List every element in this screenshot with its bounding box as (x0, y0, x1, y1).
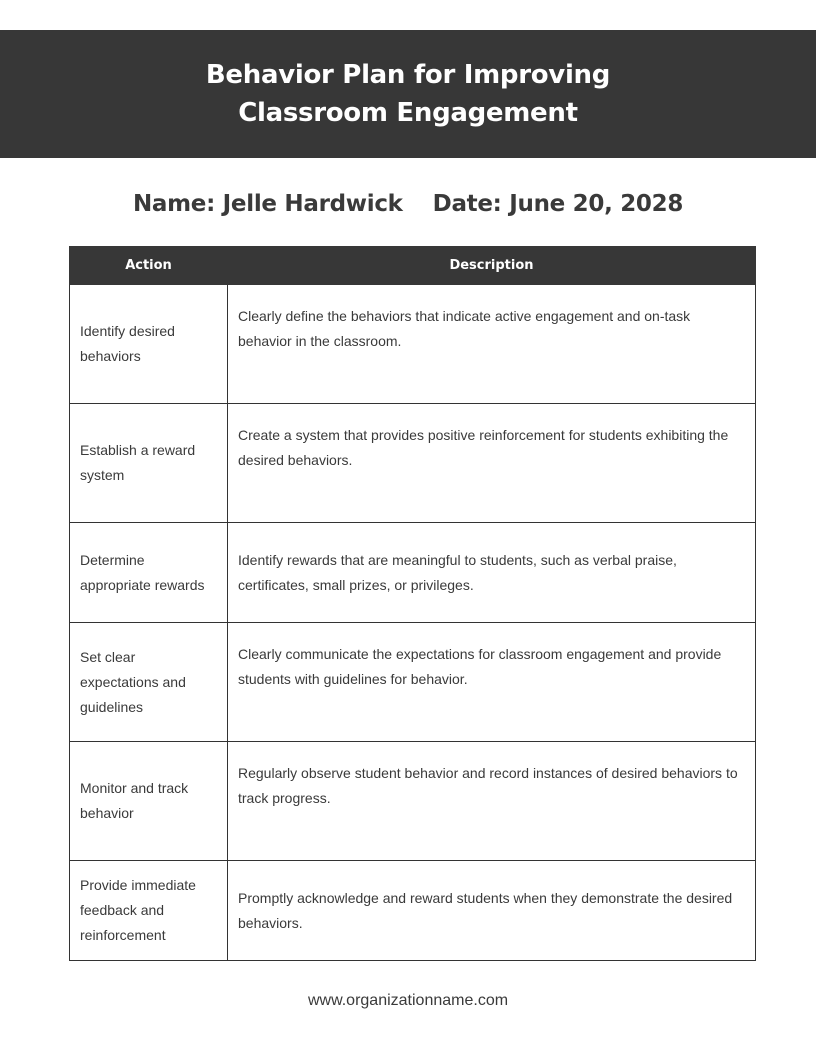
student-name: Name: Jelle Hardwick (132, 191, 403, 217)
table-row (70, 404, 756, 523)
page-title (206, 56, 610, 132)
action-cell: Identify desired behaviors (70, 285, 228, 404)
table-row (70, 742, 756, 861)
description-cell: Clearly define the behaviors that indicate active engagement and on-task behavior in the classroom. (228, 285, 756, 404)
description-cell: Identify rewards that are meaningful to students, such as verbal praise, certificates, small prizes, or privileges. (228, 523, 756, 623)
table-header-row (70, 247, 756, 285)
description-cell: Clearly communicate the expectations for classroom engagement and provide students with guidelines for behavior. (228, 623, 756, 742)
action-cell: Monitor and track behavior (70, 742, 228, 861)
column-header-action: Action (70, 247, 228, 285)
plan-date: Date: June 20, 2028 (432, 191, 684, 217)
action-cell: Determine appropriate rewards (70, 523, 228, 623)
table-row (70, 861, 756, 961)
meta-row (0, 186, 816, 222)
behavior-plan-table (69, 246, 756, 961)
header-band (0, 30, 816, 158)
table-row (70, 285, 756, 404)
page-title-line-1: Behavior Plan for Improving (205, 60, 611, 90)
table-row (70, 623, 756, 742)
action-cell: Provide immediate feedback and reinforcement (70, 861, 228, 961)
column-header-description: Description (228, 247, 756, 285)
description-cell: Create a system that provides positive reinforcement for students exhibiting the desired behaviors. (228, 404, 756, 523)
description-cell: Promptly acknowledge and reward students when they demonstrate the desired behaviors. (228, 861, 756, 961)
action-cell: Set clear expectations and guidelines (70, 623, 228, 742)
page-title-line-2: Classroom Engagement (238, 98, 578, 128)
footer-url: www.organizationname.com (307, 992, 509, 1009)
description-cell: Regularly observe student behavior and record instances of desired behaviors to track progress. (228, 742, 756, 861)
action-cell: Establish a reward system (70, 404, 228, 523)
table-row (70, 523, 756, 623)
